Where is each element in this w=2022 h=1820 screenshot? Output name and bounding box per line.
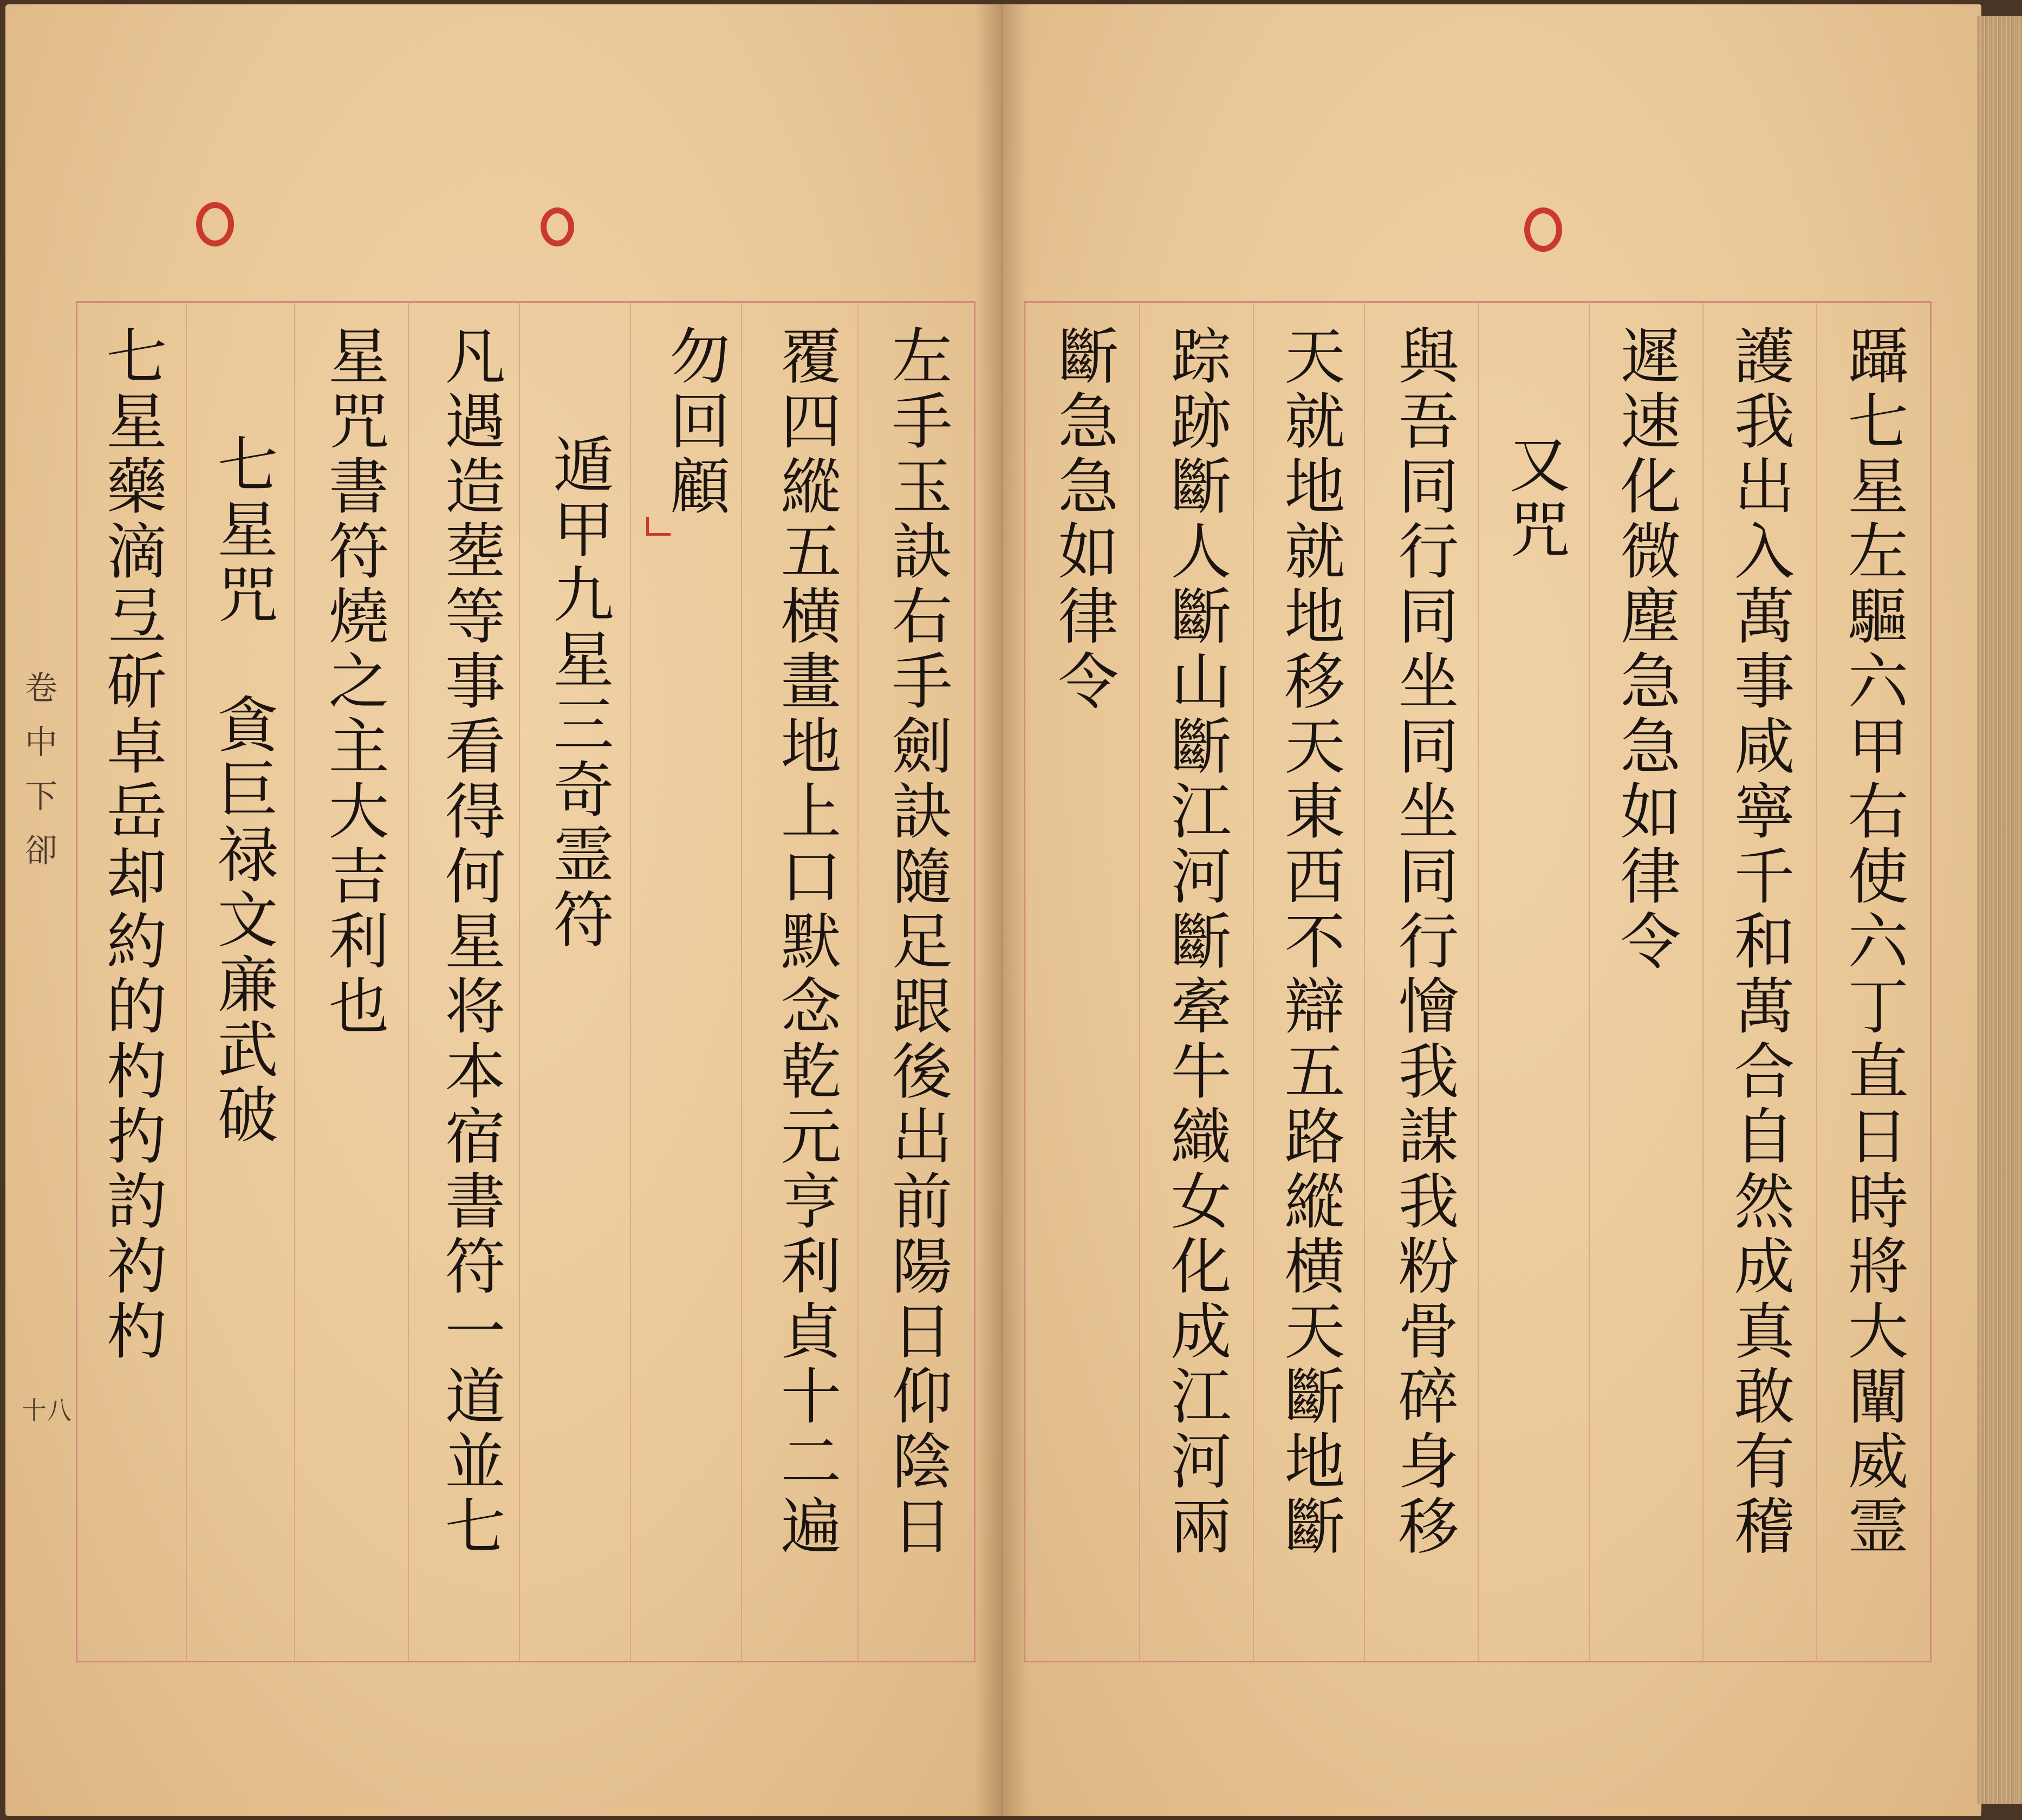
margin-chapter-label: 卷中下卻 — [19, 671, 57, 887]
column-rule — [186, 303, 187, 1661]
column-rule — [408, 303, 409, 1661]
text-column-7: 七星咒 貪巨禄文亷武破 — [207, 433, 278, 1148]
text-column-6: 天就地就地移天東西不辯五路縱横天斷地斷 — [1275, 324, 1345, 1559]
right-page — [1001, 4, 1981, 1816]
red-circle-mark — [196, 202, 234, 246]
column-rule — [1478, 303, 1479, 1661]
column-rule — [1702, 303, 1704, 1661]
text-column-4: 遁甲九星三奇霊符 — [543, 433, 614, 953]
text-column-2: 護我出入萬事咸寧千和萬合自然成真敢有稽 — [1724, 324, 1795, 1559]
column-rule — [1589, 303, 1590, 1661]
text-column-7: 踪跡斷人斷山斷江河斷牽牛織女化成江河兩 — [1161, 324, 1231, 1559]
text-column-6: 星咒書符燒之主大吉利也 — [318, 324, 389, 1039]
left-text-frame — [76, 301, 976, 1662]
text-column-3: 遲速化微塵急急如律令 — [1610, 324, 1681, 974]
text-column-3: 勿回顧 — [660, 324, 730, 519]
red-circle-mark — [541, 207, 574, 246]
text-column-8: 七星藥滴弖斫卓岳却約的杓扚訋礿杓 — [96, 324, 167, 1364]
red-circle-mark — [1524, 207, 1562, 252]
text-column-8: 斷急急如律令 — [1048, 324, 1119, 714]
column-rule — [1253, 303, 1254, 1661]
text-column-1: 左手玉訣右手劍訣隨足跟後出前陽日仰陰日 — [882, 324, 952, 1559]
column-rule — [1364, 303, 1365, 1661]
column-rule — [294, 303, 295, 1661]
folio-number: 十八 — [22, 1396, 71, 1425]
column-rule — [1816, 303, 1817, 1661]
text-column-5: 與吾同行同坐同坐同行懀我謀我粉骨碎身移 — [1388, 324, 1459, 1559]
right-text-frame — [1024, 301, 1932, 1662]
text-column-5: 凡遇造塟等事看得何星将本宿書符一道並七 — [435, 324, 505, 1559]
red-tick-mark — [646, 517, 671, 536]
text-column-1: 躡七星左驅六甲右使六丁直日時將大闡威霊 — [1838, 324, 1908, 1559]
column-rule — [857, 303, 859, 1661]
stacked-page-edges — [1977, 16, 2022, 1804]
text-column-2: 覆四縱五横畫地上口默念乾元亨利貞十二遍 — [771, 324, 841, 1559]
left-page — [5, 4, 1001, 1816]
column-rule — [1139, 303, 1140, 1661]
column-rule — [630, 303, 631, 1661]
text-column-4: 又咒 — [1499, 433, 1570, 563]
